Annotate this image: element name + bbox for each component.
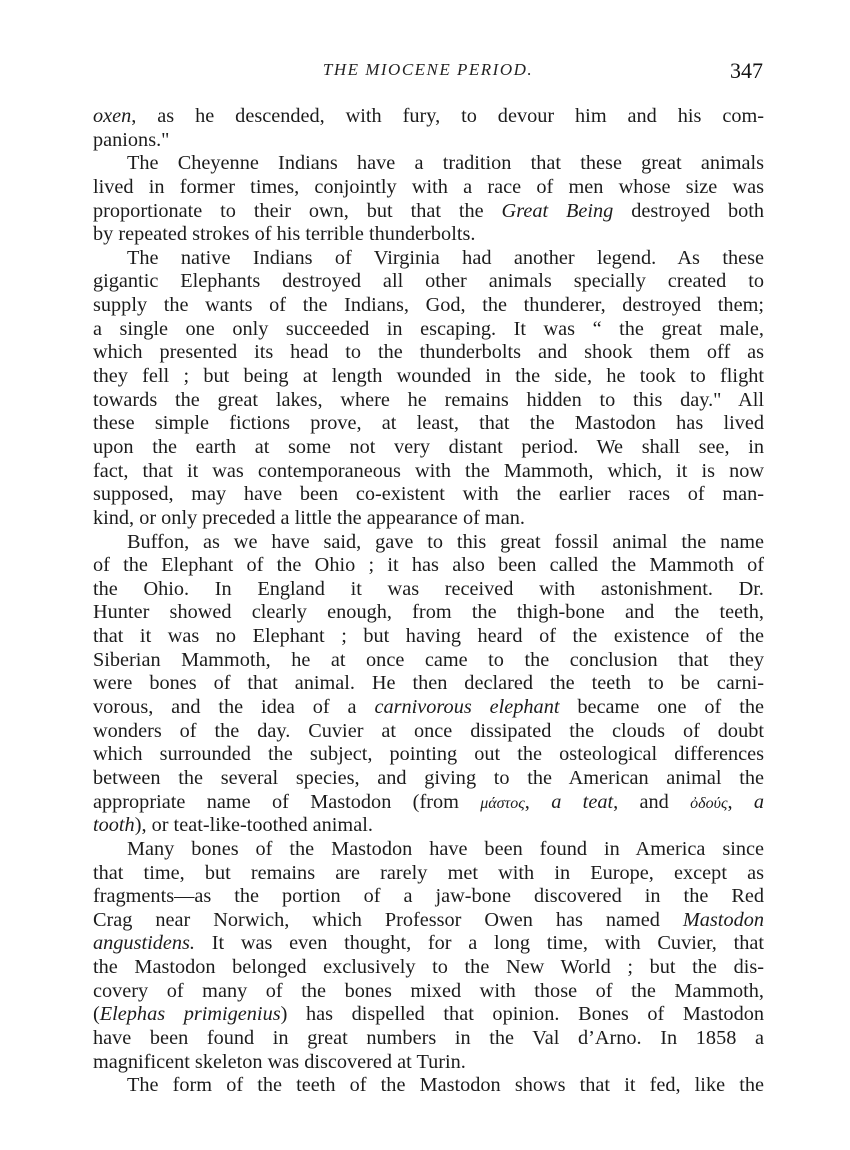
text-line: [93, 412, 764, 436]
text-line: [93, 341, 764, 365]
text-run: the Ohio. In England it was received with astonishment. Dr.: [93, 577, 764, 600]
running-head: [93, 58, 763, 86]
text-line: [93, 625, 764, 649]
text-line: [93, 318, 764, 342]
greek-text: μάστος: [480, 794, 525, 812]
text-line: [93, 436, 764, 460]
text-line: [93, 1051, 764, 1075]
text-run: The form of the teeth of the Mastodon shows that it fed, like the: [127, 1074, 764, 1097]
text-run: supply the wants of the Indians, God, the thunderer, destroyed them;: [93, 294, 764, 317]
italic-text: angustidens.: [93, 932, 195, 955]
text-line: [93, 1003, 764, 1027]
text-line: [93, 1027, 764, 1051]
text-run: that time, but remains are rarely met with in Europe, except as: [93, 861, 764, 884]
text-line: [93, 365, 764, 389]
text-run: towards the great lakes, where he remains hidden to this day." All: [93, 388, 764, 411]
text-run: supposed, may have been co-existent with the earlier races of man-: [93, 483, 764, 506]
text-run: kind, or only preceded a little the appearance of man.: [93, 506, 525, 529]
text-run: vorous, and the idea of a: [93, 696, 375, 719]
text-run: lived in former times, conjointly with a race of men whose size was: [93, 175, 764, 198]
text-line: [93, 152, 764, 176]
text-run: between the several species, and giving to the American animal the: [93, 766, 764, 789]
text-line: [93, 554, 764, 578]
text-run: wonders of the day. Cuvier at once dissipated the clouds of doubt: [93, 719, 764, 742]
text-run: appropriate name of Mastodon (from: [93, 790, 481, 813]
text-line: [93, 200, 764, 224]
text-line: [93, 862, 764, 886]
text-run: upon the earth at some not very distant period. We shall see, in: [93, 435, 764, 458]
text-line: [93, 980, 764, 1004]
text-run: became one of the: [559, 696, 764, 719]
text-line: [93, 294, 764, 318]
text-line: [93, 176, 764, 200]
text-line: [93, 743, 764, 767]
text-run: magnificent skeleton was discovered at Turin.: [93, 1050, 466, 1073]
text-run: ) has dispelled that opinion. Bones of Mastodon: [280, 1003, 764, 1026]
text-line: [93, 507, 764, 531]
text-line: [93, 389, 764, 413]
text-line: [93, 1074, 764, 1098]
text-line: [93, 270, 764, 294]
text-run: , and: [613, 790, 691, 813]
italic-text: oxen: [93, 105, 132, 127]
text-run: have been found in great numbers in the Val d’Arno. In 1858 a: [93, 1026, 764, 1049]
text-line: [93, 791, 764, 815]
body-text: [93, 105, 764, 1098]
text-run: covery of many of the bones mixed with those of the Mammoth,: [93, 979, 764, 1002]
text-run: , as he descended, with fury, to devour him and his com-: [131, 105, 764, 127]
text-run: panions.": [93, 128, 170, 151]
text-line: [93, 932, 764, 956]
text-run: of the Elephant of the Ohio ; it has also been called the Mammoth of: [93, 554, 764, 577]
text-line: [93, 814, 764, 838]
text-run: fragments—as the portion of a jaw-bone discovered in the Red: [93, 885, 764, 908]
text-run: Siberian Mammoth, he at once came to the conclusion that they: [93, 648, 764, 671]
text-run: proportionate to their own, but that the: [93, 199, 502, 222]
text-run: ), or teat-like-toothed animal.: [134, 814, 373, 837]
text-run: Hunter showed clearly enough, from the thigh-bone and the teeth,: [93, 601, 764, 624]
text-line: [93, 578, 764, 602]
italic-text: Great Being: [501, 199, 614, 222]
text-run: destroyed both: [613, 199, 764, 222]
text-run: fact, that it was contemporaneous with the Mammoth, which, it is now: [93, 459, 764, 482]
italic-text: Elephas primigenius: [99, 1003, 281, 1026]
text-run: these simple fictions prove, at least, that the Mastodon has lived: [93, 412, 764, 435]
text-run: by repeated strokes of his terrible thunderbolts.: [93, 223, 476, 246]
text-run: (: [93, 1003, 100, 1026]
italic-text: a: [753, 790, 764, 813]
text-line: [93, 672, 764, 696]
running-title: THE MIOCENE PERIOD.: [322, 60, 534, 79]
text-line: [93, 105, 764, 129]
text-line: [93, 129, 764, 153]
text-line: [93, 696, 764, 720]
text-line: [93, 956, 764, 980]
italic-text: a teat: [551, 790, 614, 813]
text-run: the Mastodon belonged exclusively to the New World ; but the dis-: [93, 956, 764, 979]
text-line: [93, 483, 764, 507]
italic-text: tooth: [93, 814, 135, 837]
page-number: 347: [730, 58, 763, 83]
text-line: [93, 767, 764, 791]
text-run: Crag near Norwich, which Professor Owen has named: [93, 908, 683, 931]
text-line: [93, 223, 764, 247]
text-line: [93, 601, 764, 625]
text-line: [93, 909, 764, 933]
text-run: which presented its head to the thunderbolts and shook them off as: [93, 341, 764, 364]
text-run: Buffon, as we have said, gave to this great fossil animal the name: [127, 530, 764, 553]
italic-text: carnivorous elephant: [374, 696, 560, 719]
text-run: ,: [524, 790, 552, 813]
text-run: gigantic Elephants destroyed all other animals specially created to: [93, 270, 764, 293]
text-line: [93, 885, 764, 909]
italic-text: Mastodon: [682, 908, 764, 931]
text-run: that it was no Elephant ; but having heard of the existence of the: [93, 625, 764, 648]
text-line: [93, 531, 764, 555]
text-run: which surrounded the subject, pointing out the osteological differences: [93, 743, 764, 766]
text-line: [93, 649, 764, 673]
text-run: Many bones of the Mastodon have been found in America since: [127, 837, 764, 860]
text-run: The Cheyenne Indians have a tradition that these great animals: [127, 152, 764, 175]
text-line: [93, 838, 764, 862]
text-line: [93, 460, 764, 484]
text-line: [93, 247, 764, 271]
text-run: a single one only succeeded in escaping. It was “ the great male,: [93, 317, 764, 340]
text-run: were bones of that animal. He then declared the teeth to be carni-: [93, 672, 764, 695]
text-run: they fell ; but being at length wounded in the side, he took to flight: [93, 365, 764, 388]
text-run: The native Indians of Virginia had another legend. As these: [127, 246, 764, 269]
greek-text: ὀδούς: [690, 794, 728, 812]
text-run: ,: [727, 790, 754, 813]
text-line: [93, 720, 764, 744]
text-run: It was even thought, for a long time, with Cuvier, that: [194, 932, 764, 955]
